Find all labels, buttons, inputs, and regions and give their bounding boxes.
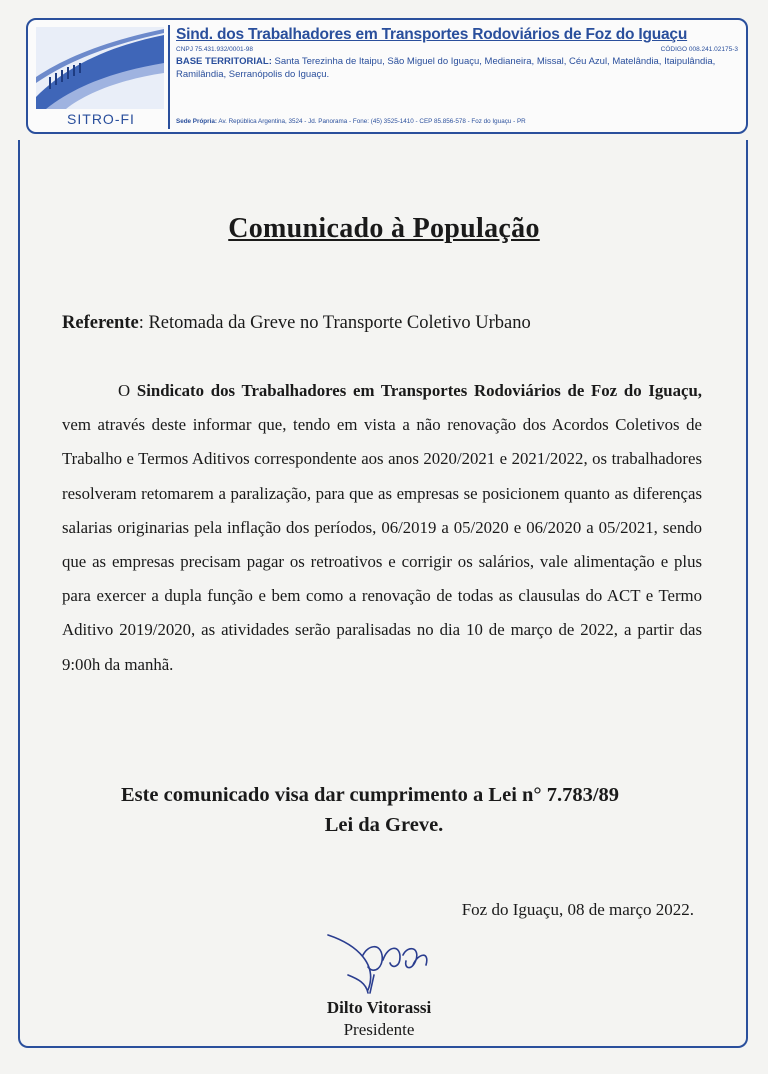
- letterhead-text: [176, 26, 738, 81]
- union-logo: [34, 25, 170, 129]
- document-title: Comunicado à População: [228, 213, 540, 244]
- signer-name: Dilto Vitorassi: [326, 998, 432, 1017]
- codigo: CÓDIGO 008.241.02175-3: [660, 46, 738, 53]
- org-name: Sind. dos Trabalhadores em Transportes Rodoviários de Foz do Iguaçu: [176, 26, 688, 43]
- ref-label: Referente: [62, 313, 139, 333]
- law-line-2: Lei da Greve.: [324, 814, 444, 836]
- place-date: Foz do Iguaçu, 08 de março 2022.: [461, 900, 694, 919]
- letterhead: [26, 18, 748, 134]
- body-prefix: O: [118, 381, 137, 400]
- body-bold: Sindicato dos Trabalhadores em Transportes Rodoviários de Foz do Iguaçu,: [136, 381, 702, 400]
- reference-line: [62, 313, 531, 334]
- road-logo-icon: [36, 27, 164, 109]
- cnpj: CNPJ 75.431.932/0001-98: [176, 46, 253, 53]
- ref-text: : Retomada da Greve no Transporte Coletivo Urbano: [138, 313, 531, 333]
- signer-role: Presidente: [343, 1020, 415, 1039]
- sede-label: Sede Própria:: [176, 118, 217, 125]
- base-text: Santa Terezinha de Itaipu, São Miguel do Iguaçu, Medianeira, Missal, Céu Azul, Matelândia, Itaipulândia, Ramilândia, Serranópolis do Iguaçu.: [176, 56, 716, 80]
- base-label: BASE TERRITORIAL:: [176, 56, 272, 67]
- registration-row: [176, 46, 738, 53]
- law-line-1: Este comunicado visa dar cumprimento a Lei n° 7.783/89: [120, 784, 620, 806]
- sede-propria: [176, 118, 738, 125]
- sede-text: Av. República Argentina, 3524 - Jd. Panorama - Fone: (45) 3525-1410 - CEP 85.856-578 - Foz do Iguaçu - PR: [218, 118, 526, 125]
- body-rest: vem através deste informar que, tendo em vista a não renovação dos Acordos Coletivos de Trabalho e Termos Aditivos correspondente aos anos 2020/2021 e 2021/2022, os trabalhadores resolveram retomarem a paralização, para que as empresas se posicionem quanto as diferenças salarias originarias pela inflação dos períodos, 06/2019 a 05/2020 e 06/2020 a 05/2021, sendo que as empresas precisam pagar os retroativos e corrigir os salários, vale alimentação e plus para exercer a dupla função e bem como a renovação de todas as clausulas do ACT e Termo Aditivo 2019/2020, as atividades serão paralisadas no dia 10 de março de 2022, a partir das 9:00h da manhã.: [62, 415, 702, 674]
- base-territorial: [176, 55, 738, 81]
- body-paragraph: [62, 374, 702, 682]
- handwritten-signature: [308, 905, 448, 1005]
- logo-text: SITRO-FI: [67, 111, 135, 127]
